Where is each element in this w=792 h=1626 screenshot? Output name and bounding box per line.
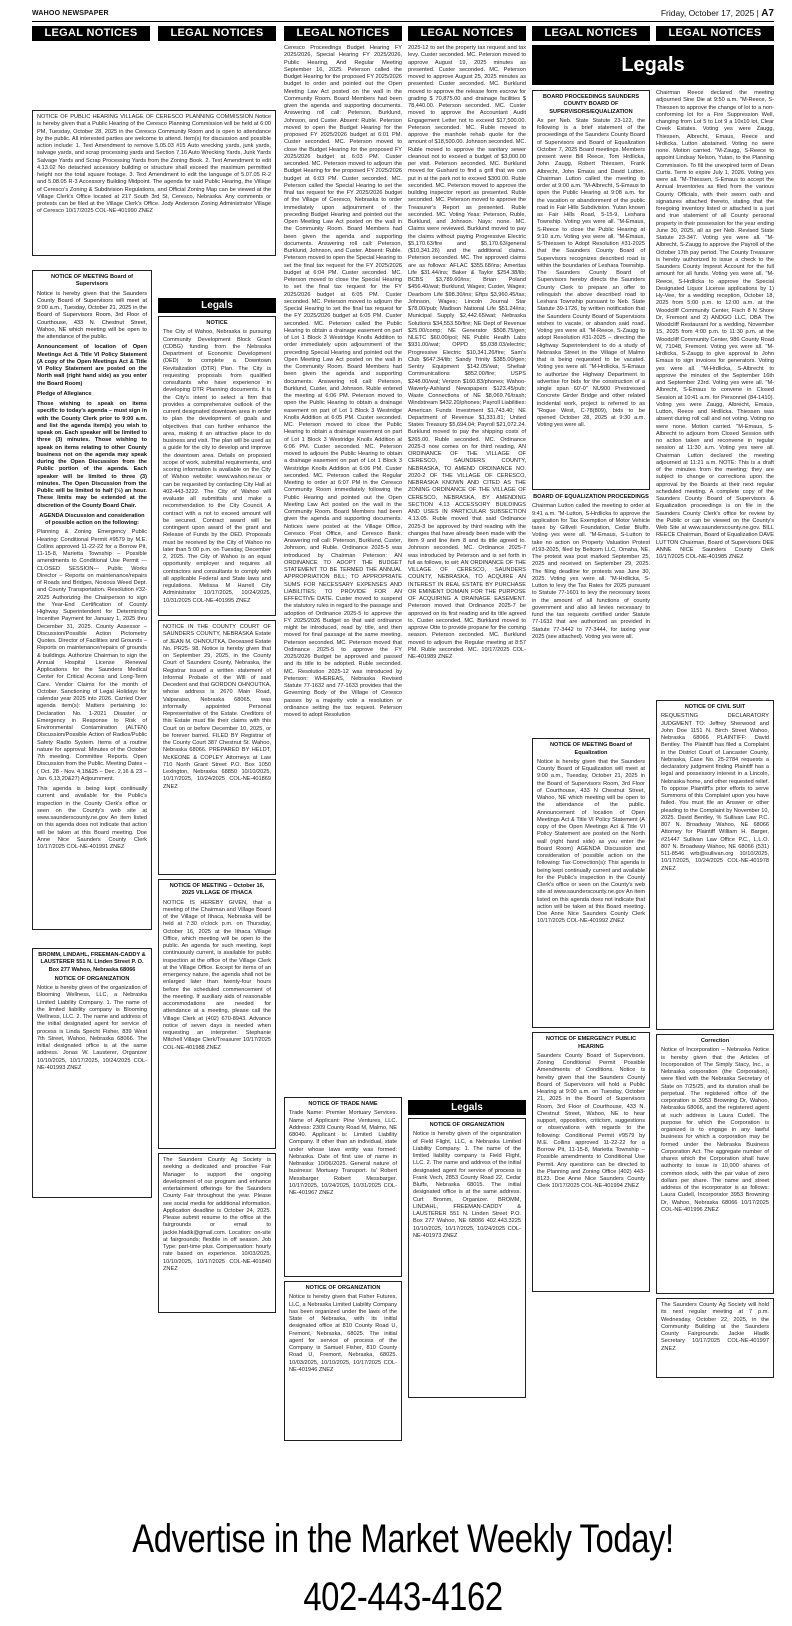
notice-organization-field-flight: NOTICE OF ORGANIZATION Notice is hereby given of the organization of Field Flight, LLC, a Nebraska Limited Liability Company. 1. The name of the limited liability company is Field Flight, LLC. 2. The name and address of the initial designated agent for service of process is Frank Vech, 2853 County Road 22, Cedar Bluffs, Nebraska 68015. The initial designated office is at the same address. Curt Bromm, Organizer. BROMM, LINDAHL, FREEMAN-CADDY & LAUSTERER 551 N. Linden Street P.O. Box 277 Wahoo, NE 68066 402.443.3225 10/10/2025, 10/17/2025, 10/24/2025 COL-NE-401973 ZNEZ: [408, 1118, 526, 1398]
notice-emergency-hearing: NOTICE OF EMERGENCY PUBLIC HEARING Saunders County Board of Supervisors. Zoning Conditional Permit Possible Amendments of Conditions. Notice is hereby given that the Saunders County Board of Supervisors will hold a Public Hearing at 9:00 a.m. on Tuesday, October 21, 2025 in the Board of Supervisors Room, 3rd Floor of Courthouse, 433 N. Chestnut Street, Wahoo, NE to hear support, opposition, criticism, suggestions or observations with regards to the following: Conditional Permit #9579 by M.E. Collins approved 11-22-22 for a Borrow Pit, 11-15-8, Marietta Township – Possible amendments to Conditional Use Permit. Any questions can be directed to the Planning and Zoning Office (402) 443-8123. Doe Anne Nice Saunders County Clerk 10/17/2025 COL-NE-401994 ZNEZ: [532, 1032, 650, 1292]
column-1: [32, 270, 152, 1500]
notice-public-hearing: NOTICE OF PUBLIC HEARING VILLAGE OF CERESCO PLANNING COMMISSION Notice is hereby given that a Public Hearing of the Ceresco Planning Commission will be held at 6:00 PM, Tuesday, October 28, 2025 in the Ceresco Community Room and is open to attendance by the public. All interested parties are welcome to attend. Item(s) for discussion and possible action include: 1. Text Amendment to remove 5.05.03 #15 Auto wrecking yards, junk yards, salvage yards, and scrap processing yards and Section 7.16 Auto Wrecking Yards, Junk Yards Salvage Yards and Scrap Processing Yards from the Zoning Book. 2. Text Amendment to edit 4.13.02 No detached accessory building or structure shall exceed the maximum permitted height nor the total square footage. 3. Text Amendment to edit the language of 5.07.05 R-2 and 5.08.05 R-3 Accessory Building Midpoint. The agenda for said Public Hearing, the Village of Ceresco's Zoning & Subdivision Regulations, and Official Zoning Map can be viewed at the Village Clerk's Office located at 217 South 3rd St, Ceresco, Nebraska. Any comments or protests can be filed at the Village Clerk's Office. Jody Anderson Zoning Administrator Village of Ceresco 10/17/2025 COL-NE-401990 ZNEZ: [32, 110, 276, 256]
board-proceedings-cont: Chairman Reece declared the meeting adjourned Sine Die at 9:50 a.m. "M-Reece, S-Thiessen to approve the change of lot to a non-conforming lot for a Fire Suppression Well, changing from Lot 5 to Lot 9 a 10x10 lot, Clear Creek Estates. Voting yes were Zaugg, Thiessen, Albrecht, Emaus, Reece and Hrdlicka. Lutton abstained. Voting no were none. Motion carried. "M-Zaugg, S-Reece to appoint Lindsay Nelson, Yutan, to the Planning Commission. To fill the unexpired term of Dean Curtis. Term to expire July 1, 2026. Voting yes were all. "M-Thiessen, S-Emaus to accept the Annual Inventories as filed from the various County Officials, with their sworn oath and signatures attached thereto, stating that the foregoing inventory listed or attached is a just and true statement of all County personal property in their possession for the year ending June 30, 2025, all as per Neb. Revised State Statute 23-347. Voting yes were all. "M-Albrecht, S-Zaugg to approve the Payroll of the October 17th pay period. The County Treasurer is hereby authorized to issue a check to the Saunders County Imprest Account for the full amount for all funds. Voting yes were all. "M-Reece, S-Hrdlicka to approve the Special Designated Liquor License applications by 1) Hy-Vee, for a wedding reception, October 18, 2025 from 5:00 p.m. to 12:00 a.m. at the Woodcliff Community Center, Fisch 8 N Shore Dr, Fremont and 2) ANDGO LLC, DBA The Woodcliff Restaurant for a wedding, November 15, 2025 from 4:00 p.m. to 11:30 p.m. at the Woodcliff Community Center, 986 County Road W, 71048, Fremont. Voting yes were all. "M-Hrdlicka, S-Zaugg to give approval to John Emaus to sign invoices for generators. Voting yes were all. "M-Hrdlicka, S-Albrecht to approve the minutes of the September 16th and September 23rd. Voting yes were all. "M-Albrecht, S-Emaus to convene in Closed Session at 10:41 a.m. for Personnel (84-1410). Voting yes were Zaugg, Albrecht, Emaus, Lutton, Reece and Hrdlicka. Thiessen was absent during roll call and not voting. Voting no were none. Motion carried. "M-Emaus, S-Albrecht to adjourn from Closed Session with no action taken and reconvene in regular session at 11:30 a.m. Voting yes were all. Chairman Lutton declared the meeting adjourned at 11:21 a.m. NOTE: This is a draft of the minutes from the meeting; they are subject to change or corrections upon the approval by the Boards at their next regular scheduled meeting. A complete copy of the Saunders County Board of Supervisors & Equalization proceedings is on file in the Saunders County Clerk's office for review by the Public or can be viewed on the County's Web Site at www.saunderscounty.ne.gov. BILL REECE Chairman, Board of Equalization DAVE LUTTON Chairman, Board of Supervisors DEE ANNE NICE Saunders County Clerk 10/17/2025 COL-NE-401985 ZNEZ: [656, 90, 774, 560]
notice-board-meeting: NOTICE OF MEETING Board of Supervisors Notice is hereby given that the Saunders County Board of Supervisors will meet at 9:00 a.m., Tuesday, October 21, 2025 in the Board of Supervisors Room, 3rd Floor of Courthouse, 433 N. Chestnut Street, Wahoo, NE which meeting will be open to the attendance of the public. Announcement of location of Open Meetings Act & Title VI Policy Statement (A copy of the Open Meetings Act & Title VI Policy Statement are posted on the North wall (right hand side) as you enter the Board Room) Pledge of Allegiance Those wishing to speak on items specific to today's agenda – must sign in with the County Clerk prior to 9:00 a.m. and list the agenda item(s) you wish to speak on. Each speaker will be limited to three (3) minutes. Those wishing to speak on items relating to other County business not on the agenda may speak during the Open Discussion from the Public portion of the agenda. Each speaker will be limited to three (3) minutes. The Open Discussion from the Public will be limited to half (½) an hour. These limits may be extended at the discretion of the County Board Chair. AGENDA Discussion and consideration of possible action on the following: Planning & Zoning Emergency Public Hearing: Conditional Permit #9579 by M.E. Collins approved 11-22-22 for a Borrow Pit, 11-15-8, Marietta Township – Possible amendments to Conditional Use Permit ---CLOSED SESSION--- Public Works Director – Reports on maintenance/repairs of Roads and Bridges, Noxious Weed Dept. and County Transportation. Resolution #32-2025 Authorizing the Chairperson to sign the Year-End Certification of County Highway Superintendent for Determining Incentive Payment for January 1, 2025 thru December 31, 2025. County Assessor – Discussion/Possible Action Pictometry Quotes. Director of Facilities and Grounds – Reports on maintenance/repairs of grounds & buildings. Authorize Chairman to sign the Annual Hospital License Renewal Applications for the Saunders Medical Center for Critical Access and Long-Term Care. Vendor Claims for the month of October. Sanctioning of Legal Holidays for calendar year 2025 into 2026. Carried Over agenda item(s): Matters pertaining to: Declaration No. 1-2021 Disaster or Emergency in Response to Risk of Environmental Contamination (ALTEN) Discussion/Possible Action of Radios/Public Safety Radio System. Items of a routine nature for approval: Minutes of the October 7th meeting. Committee Reports. Open Discussion from the Public. Meeting Dates – ( Oct. 28 - Nov. 4,18&25 – Dec. 2,16 & 23 – Jan. 6,13,20&27) Adjournment. This agenda is being kept continually current and available for the Public's inspection in the County Clerk's office or seen on the County's web site at www.saunderscounty.ne.gov An item listed on this agenda does not indicate that action will be taken at this Board meeting. Doe Anne Nice Saunders County Clerk 10/17/2025 COL-NE-401991 ZNEZ: [32, 270, 152, 930]
section-bar-3: LEGAL NOTICES: [284, 26, 402, 41]
notice-equalization-meeting: NOTICE OF MEETING Board of Equalization Notice is hereby given that the Saunders County Board of Equalization will meet at 9:00 a.m., Tuesday, October 21, 2025 in the Board of Supervisors Room, 3rd Floor of Courthouse, 433 N Chestnut Street, Wahoo, NE which meeting will be open to the attendance of the public. Announcement of location of Open Meetings Act & Title VI Policy Statement (A copy of the Open Meetings Act & Title VI Policy Statement are posted on the North wall (right hand side) as you enter the Board Room) AGENDA Discussion and consideration of possible action on the following: Tax Correction(s): This agenda is being kept continually current and available for the Public's inspection in the County Clerk's office or seen on the County's web site at www.saunderscounty.ne.gov An item listed on this agenda does not indicate that action will be taken at this Board meeting. Doe Anne Nice Saunders County Clerk 10/17/2025 COL-NE-401992 ZNEZ: [532, 738, 650, 1028]
notice-estate: NOTICE IN THE COUNTY COURT OF SAUNDERS COUNTY, NEBRASKA Estate of JEAN M. OHNOUTKA, Deceased Estate No. PR25- 98. Notice is hereby given that on September 29, 2025, in the County Court of Saunders County, Nebraska, the Registrar issued a written statement of Informal Probate of the Will of said Decedent and that GORDON OHNOUTKA, whose address is 2670 Main Road, Valparaiso, Nebraska 68065, was informally appointed Personal Representative of the Estate. Creditors of this Estate must file their claims with this Court on or before December 10, 2025, or be forever barred. FILED BY Registrar of the County Court 387 Chestnut St. Wahoo, Nebraska 68066. PREPARED BY HELDT, McKEONE & COPLEY Attorneys at Law 710 North Grant Street P.O. Box 1050 Lexington, Nebraska 68850 10/10/2025, 10/17/2025, 10/24/2025 COL-NE-401869 ZNEZ: [158, 620, 276, 875]
notice-civil-suit: NOTICE OF CIVIL SUIT REQUESTING DECLARATORY JUDGMENT TO: Jeffrey Sherwood and John Doe 1151 N. Birch Street Wahoo, Nebraska 68066 PLAINTIFF: David Bentley. The Plaintiff has filed a Complaint in the District Court of Lancaster County, Nebraska, Case No. 25-2784 requests a declaratory judgment finding Plaintiff has a legal and possessory interest in a Lincoln, Nebraska home, and other requested relief. To oppose Plaintiff's prior efforts to serve Summons of this Complaint upon you have failed. You must file an Answer or other pleading to the Complaint by November 10, 2025. David Bentley, % Sullivan Law P.C. 807 N. Broadway Wahoo, NE 68066 Attorney for Plaintiff William H. Barger, #21447 Sullivan Law Office P.C., L.L.O. 807 N. Broadway Wahoo, NE 68066 (531) 511-8546 wrb@sullivan.org 10/10/2025, 10/17/2025, 10/24/2025 COL-NE-401978 ZNEZ: [656, 700, 774, 1030]
column-2: [158, 295, 276, 1500]
notice-organization-blooming: BROMM, LINDAHL, FREEMAN-CADDY & LAUSTERER 551 N. Linden Street P. O. Box 277 Wahoo, Nebraska 68066 NOTICE OF ORGANIZATION Notice is hereby given of the organization of Blooming Wellness, LLC, a Nebraska Limited Liability Company. 1. The name of the limited liability company is Blooming Wellness, LLC. 2. The name and address of the initial designated agent for service of process is Linda Specht Fisher, 839 West 7th Street, Wahoo, Nebraska 68066. The initial designated office is at the same address. Jonas W. Lausterer, Organizer 10/10/2025, 10/17/2025, 10/24/2025 COL-NE-401993 ZNEZ: [32, 948, 152, 1198]
paper-name: WAHOO NEWSPAPER: [32, 9, 109, 17]
equalization-proceedings: Chairman Lutton called the meeting to order at 9:41 a.m. "M-Lutton, S-Hrdlicka to approve the application for Tax Exemption of Motor Vehicle taxes by Gillveli Foundation, Cedar Bluffs. Voting yes were all. "M-Emaus, S-Lutton to take no action on Property Valuation Protest #193-2025, filed by Beltcom LLC, Omaha, NE. The protest was post marked September 25, 2025 and received on September 29, 2025. The filing deadline for protests was June 30, 2025. Voting yes were all. "M-Hrdlicka, S-Lutton to levy the Tax Rates for 2025 pursuant to Statute 77-1601 to levy the necessary taxes in the amount of all functions of county government and also all levies necessary to fund the tax requests certified under Statute 77-1632 that are authorized as provided in Statute 77-3442 to 77-3444, for taxing year 2025 (see attached). Voting yes were all.: [532, 503, 650, 640]
column-5: [532, 45, 685, 1500]
legals-heading-large: Legals: [532, 45, 774, 85]
notice-village-of-ithaca: NOTICE OF MEETING – October 16, 2025 VILLAGE OF ITHACA NOTICE IS HEREBY GIVEN, that a meeting of the Chairman and Village Board of the Village of Ithaca, Nebraska will be held at 7:30 o'clock p.m. on Thursday, October 16, 2025 at the Ithaca Village Office, which meeting will be open to the public. An agenda for such meeting, kept continuously current, is available for public inspection at the office of the Village Clerk at the Village Office. Except for items of an emergency nature, the agenda shall not be enlarged later than twenty-four hours before the scheduled commencement of the meeting. If auxiliary aids of reasonable accommodations are needed for attendance at a meeting, please call the Village Clerk at (402) 670-8943. Advance notice of seven days is needed when requesting an interpreter. Stephanie Mitchell Village Clerk/Treasurer 10/17/2025 COL-NE-401988 ZNEZ: [158, 879, 276, 1149]
section-bar-4: LEGAL NOTICES: [408, 26, 526, 41]
issue-date: Friday, October 17, 2025 | A7: [660, 7, 774, 19]
section-bar-6: LEGAL NOTICES: [656, 26, 774, 41]
meeting-title: NOTICE OF MEETING Board of Supervisors: [50, 274, 134, 288]
notice-correction: Correction Notice of Incorporation – Nebraska Notice is hereby given that the Articles of Incorporation of The Simply Stacy, Inc., a Nebraska corporation (the Corporation), were filed with the Nebraska Secretary of State on 7/25/25, and its duration shall be perpetual. The registered office of the corporation is 3953 Browning Dr, Wahoo, Nebraska 68066, and the registered agent at such address is Laura Cudell. The purpose for which the Corporation is organized is to engage in any lawful business for which a corporation may be formed under the Nebraska Business Corporation Act. The aggregate number of shares which the Corporation shall have authority to issue is 10,000 shares of common stock, with the par value of zero dollars per share. The name and street address of the incorporator is as follows: Laura Cudell, Incorporator 3953 Browning Dr, Wahoo, Nebraska 68066 10/17/2025 COL-NE-401996 ZNEZ: [656, 1034, 774, 1294]
notice-organization-fisher: NOTICE OF ORGANIZATION Notice is hereby given that Fisher Futures, LLC, a Nebraska Limited Liability Company has been organized under the laws of the State of Nebraska, with its initial designated office at 810 County Road U, Fremont, Nebraska, 68025. The initial agent for service of process of the Company is Samuel Fisher, 810 County Road U, Fremont, Nebraska, 68025. 10/03/2025, 10/10/2025, 10/17/2025 COL-NE-401946 ZNEZ: [284, 1281, 402, 1441]
equalization-band: BOARD OF EQUALIZATION PROCEEDINGS: [533, 494, 649, 500]
section-bar-5: LEGAL NOTICES: [532, 26, 650, 41]
notice-ag-society-manager: The Saunders County Ag Society is seeking a dedicated and proactive Fair Manager to support the ongoing development of our program and enhance entertainment offerings for the Saunders County Fair throughout the year. Please see social media for additional information. Application deadline is October 24, 2025. Please submit resume to the office at the fairgrounds or email to jackie.hladik@gmail.com. Location: on-site at fairgrounds; flexible in off season. Job Type: part-time plus. Compensation: hourly rate based on experience. 10/03/2025, 10/10/2025, 10/17/2025 COL-NE-401840 ZNEZ: [158, 1153, 276, 1313]
advertise-banner: Advertise in the Market Weekly Today! 402-443-4162: [132, 1517, 674, 1619]
column-6: [656, 90, 774, 1500]
column-3: [284, 45, 402, 1500]
notice-city-of-wahoo: NOTICE The City of Wahoo, Nebraska is pursuing Community Development Block Grant (CDBG) funding from the Nebraska Department of Economic Development (DED) to complete a Downtown Revitalization (DTR) Plan. The City is requesting proposals from qualified consultants who have experience in developing DTR Planning documents. It is the City's intent to select a firm that provides a comprehensive outlook of the current designated downtown area in order to plan the development of goals and objectives that can further enhance the area, making it an attractive place to do business and visit. The plan will be used as a guide for the city to develop and improve the downtown area. Details on proposed scope of work, submittal requirements, and scoring information is available on the City of Wahoo website: www.wahoo.ne.us or can be requested by contacting City Hall at 402-443-3222. The City of Wahoo will evaluate all submittals and make a recommendation to the City Council. A contract with a not to exceed amount will be secured. Contract award will be contingent upon award of the grant and Release of Funds by the DED. Proposals must be received by the City of Wahoo no later than 5:00 p.m. on Tuesday, December 2, 2025. The City of Wahoo is an equal opportunity employer and requires all contractors and consultants to comply with all applicable Federal and State laws and regulations. Melissa M Harrell City Administrator 10/17/2025, 10/24/2025, 10/31/2025 COL-NE-401995 ZNEZ: [158, 316, 276, 616]
column-1-top: [32, 110, 276, 260]
section-bar-1: LEGAL NOTICES: [32, 26, 150, 41]
top-rule: [32, 21, 774, 22]
notice-trade-name: NOTICE OF TRADE NAME Trade Name: Premier Mortuary Services. Name of Applicant: Pine Ventures, LLC. Address: 2309 County Road M, Malmo, NE 68040. Applicant is: Limited Liability Company. If other than an individual, state under whose laws entity was formed: Nebraska. Date of first use of name in Nebraska: 10/06/2025. General nature of business: Mortuary Transport. /s/ Robert Messbarger Robert Messbarger. 10/17/2025, 10/24/2025, 10/31/2025 COL-NE-401967 ZNEZ: [284, 1097, 402, 1277]
legals-band-2: Legals: [408, 1100, 526, 1115]
column-4: [408, 45, 526, 1500]
section-bar-2: LEGAL NOTICES: [158, 26, 276, 41]
ceresco-proceedings-cont: 2025-12 to set the property tax request and tax levy. Custer seconded. MC. Peterson moved to approve August 19, 2025 minutes as presented. Custer seconded. MC. Peterson moved to approve August 25, 2025 minutes as presented. Custer seconded. MC. Burklund moved to approve the release form escrow for grading $ 70,875.00 and drainage facilities $ 78,440.00. Peterson seconded. MC. Custer moved to approve the Accountant Audit Engagement Letter not to exceed $17,500.00. Peterson seconded. MC. Ruble moved to approve the manhole rehab quote for the amount of $18,500.00. Johnson seconded. MC. Ruble moved to approve the sanitary sewer cleanout not to exceed a budget of $3,000.00 per visit. Peterson seconded. MC. Burklund moved for Gushard to find a grill that we can put in at the park not to exceed $300.00. Ruble seconded. MC. Peterson moved to approve the building inspector report as presented. Ruble seconded. MC. Peterson moved to approve the Treasurer's Report as presented. Ruble seconded. MC. Voting Yeas: Peterson, Ruble, Burklund, and Johnson. Nays: none. MC. Claims were reviewed. Burklund moved to pay the claims without paying Progressive Electric $5,170.63/fire and $5,170.63/general ($10,341.26) and the additional claims. Peterson seconded. MC. The approved claims are as follows: AFLAC $355.68/ins; Ameritas Life $31.44/ins; Baker & Taylor $254.38/lib; BCBS $3,789.60/ins; Brian Poland $456.40/wat; Burklund, Wages; Custer, Wages; Dearborn Life $98.30/ins; Eftps $3,960.45/tax; Johnson, Wages; Lincoln Journal Star $78.00/pub; Madison National Life $51.24/ins; Municipal Supply $2,442.65/wat; Nebraska Solutions $34,553.50/fire; NE Dept of Revenue $25.00/comp; NE Generator $508.75/gen; NLETC $60.00/pol; NE Public Health Labs $931.00/wat; OPPD $5,038.03/electric; Progressive Electric $10,341.26/fire; Sam's Club $647.34/lib; Sandy Trinity $385.00/gen; Sentry Equipment $142.05/wat; Sheltair Communications $852.00/fire; USPS $248.00/wat; Verizon $160.83/phones; Wahoo-Waverly-Ashland Newspapers $123.45/pub; Waste Connections of NE $8,069.76/trash; Windstream $432.20/phones; Payroll Liabilities: American Funds Investment $1,743.40; NE Department of Revenue $1,331.81; United States Treasury $5,694.04; Payroll $21,072.24. Burklund moved to pay the shipping costs of $265.00. Ruble seconded. MC. Ordinance 2025-3 now comes on for third reading, AN ORDINANCE OF THE VILLAGE OF CERESCO, SAUNDERS COUNTY, NEBRASKA, TO AMEND ORDINANCE NO. 2020-2 OF THE VILLAGE OF CERESCO, NEBRASKA KNOWN AND CITED AS THE ZONING ORDINANCE OF THE VILLAGE OF CERESCO, NEBRASKA, BY AMENDING SECTION 4.13 ACCESSORY BUILDINGS AND USES IN PARTICULAR SUBSECTION 4.13.05. Ruble moved that said Ordinance 2025-3 be approved by third reading with the changes that have already been made with the item 9 and line item 8 and its title agreed to. Johnson seconded. MC. Ordinance 2025-7 was introduced by Peterson and is set forth in full as follows, to wit: AN ORDINANCE OF THE VILLAGE OF CERESCO, SAUNDERS COUNTY, NEBRASKA, TO ACQUIRE AN INTEREST IN REAL ESTATE BY PURCHASE OR EMINENT DOMAIN FOR THE PURPOSE OF ACQUIRING A DRAINAGE EASEMENT. Peterson moved that Ordinance 2025-7 be approved on its first reading and its title agreed to. Custer seconded. MC. Burklund moved to approve Otte to provide propane for the coming season. Peterson seconded. MC. Burklund moved to adjourn the Regular meeting at 8:57 PM. Ruble seconded. MC. 10/17/2025 COL-NE-401989 ZNEZ: [408, 45, 526, 660]
notice-ag-society-meeting: The Saunders County Ag Society will hold its next regular meeting at 7 p.m. Wednesday, October 22, 2025, in the Community Building at the Saunders County Fairgrounds. Jackie Hladik Secretary 10/17/2025 COL-NE-401997 ZNEZ: [656, 1298, 774, 1378]
ceresco-proceedings: Ceresco Proceedings Budget Hearing FY 2025/2026, Special Hearing FY 2025/2026, Public Hearing, And Regular Meeting September 16, 2025. Peterson called the Budget Hearing for the proposed FY 2025/2026 budget to order and pointed out the Open Meeting Law Act posted on the wall in the Community Room. Board Members had been given the agenda and supporting documents. Answering roll call: Peterson, Burklund, Johnson, and Custer. Absent: Ruble. Peterson moved to open the Budget Hearing for the proposed FY 2025/2026 budget at 6:01 PM. Custer seconded. MC. Peterson moved to close the Budget Hearing for the proposed FY 2025/2026 budget at 6:03 PM. Custer seconded. MC. Peterson moved to adjourn the Budget Hearing for the proposed FY 2025/2026 budget at 6:03 PM. Custer seconded. MC. Peterson called the Special Hearing to set the final tax request for the FY 2025/2026 budget of the Village of Ceresco, Nebraska to order immediately upon adjournment of the preceding Budget Hearing and pointed out the Open Meeting Law Act posted on the wall in the Community Room. Board Members had been given the agenda and supporting documents. Answering roll call: Peterson, Burklund, Johnson, and Custer. Absent: Ruble. Peterson moved to open the Special Hearing to set the final tax request for the FY 2025/2026 budget at 6:04 PM. Custer seconded. MC. Peterson moved to close the Special Hearing to set the final tax request for the FY 2025/2026 budget at 6:05 PM. Custer seconded. MC. Peterson moved to adjourn the Special Hearing to set the final tax request for the FY 2025/2026 budget at 6:05 PM. Custer seconded. MC. Peterson called the Public Hearing to obtain a drainage easement on part of Lot 1 Block 3 Westridge Knolls Addition to order immediately upon adjournment of the preceding Special Hearing and pointed out the Open Meeting Law Act posted on the wall in the Community Room. Board Members had been given the agenda and supporting documents. Answering roll call: Peterson, Burklund, Custer, and Johnson. Ruble entered the meeting at 6:06 PM. Peterson moved to open the Public Hearing to obtain a drainage easement on part of Lot 1 Block 3 Westridge Knolls Addition at 6:05 PM. Custer seconded. MC. Peterson moved to close the Public Hearing to obtain a drainage easement on part of Lot 1 Block 3 Westridge Knolls Addition at 6:06 PM. Custer seconded. MC. Peterson moved to adjourn the Public Hearing to obtain a drainage easement on part of Lot 1 Block 3 Westridge Knolls Addition at 6:06 PM. Custer seconded. MC. Peterson called the Regular Meeting to order at 6:07 PM in the Ceresco Community Room immediately following the Public Hearing and pointed out the Open Meeting Law Act posted on the wall in the Community Room. Board Members had been given the agenda and supporting documents. Notices were posted at the Village Office, Ceresco Post Office, and Ceresco Bank. Answering roll call: Peterson, Burklund, Custer, Johnson, and Ruble. Ordinance 2025-5 was introduced by Chairman Peterson: AN ORDINANCE TO ADOPT THE BUDGET STATEMENT TO BE TERMED THE ANNUAL APPROPRIATION BILL; TO APPROPRIATE SUMS FOR NECESSARY EXPENSES AND LIABILITIES; TO PROVIDE FOR AN EFFECTIVE DATE. Custer moved to suspend the statutory rules in regard to the passage and adoption of Ordinance 2025-5 to approve the FY 2025/2026 Budget so that said ordinance might be introduced, read by title, and then moved for final passage at the same meeting. Peterson seconded. MC. Peterson moved that Ordinance 2025-5 to approve the FY 2025/2026 Budget be approved and passed and its title to be adopted. Ruble seconded. MC. Resolution 2025-12 was introduced by Peterson: WHEREAS, Nebraska Revised Statute 77-1632 and 77-1633 provides that the Governing Body of the Village of Ceresco passes by a majority vote a resolution or ordinance setting the tax request. Peterson moved to adopt Resolution: [284, 45, 402, 718]
board-proceedings: BOARD PROCEEDINGS SAUNDERS COUNTY BOARD OF SUPERVISORS/EQUALIZATION As per Neb. State Statute 23-122, the following is a brief statement of the proceedings of the Saunders County Board of Supervisors and Board of Equalization October 7, 2025 Board meetings. Members present were Bill Reece, Tom Hrdlicka, John Zaugg, Robert Thiessen, Frank Albrecht, John Emaus and David Lutton. Chairman Lutton called the meeting to order at 9:00 a.m. "M-Albrecht, S-Emaus to open the Public Hearing at 9:08 a.m. for the vacation or abandonment of the public road in Fair Hills Subdivision. Yutan known as Fair Hills Road, 5-15-9, Leshara Township. Voting yes were all. "M-Emaus, S-Reece to close the Public Hearing at 9:10 a.m. Voting yes were all. "M-Emaus, S-Thiessen to Adopt Resolution #31-2025 that the Saunders County Board of Supervisors recognizes described road is within the boundaries of Leshara Township. The Saunders County Board of Supervisors hereby directs the Saunders County Clerk to prepare an offer to relinquish the above described road to Leshara Township pursuant to Neb. State Statute 39-1726, by written notification that the Saunders County Board of Supervisors wishes to vacate, or abandon said road. Voting yes were all. "M-Reece, S-Zaugg to adopt Resolution #31-2025 – directing the Highway Superintendent to do a study of Nebraska Street in the Village of Malmo that is being requested to be vacated. Voting yes were all. "M-Hrdlicka, S-Emaus to authorize the Highway Department to advertise for bids for the construction of a single span 60'-0" NU900 Prestressed Concrete Girder Bridge and other related incidental work, project is referred to as "Rogue West, C-78(809), bids to be opened October 28, 2025 at 9:30 a.m. Voting yes were all.: [532, 90, 650, 490]
masthead: [32, 6, 774, 20]
legals-band: Legals: [158, 298, 276, 313]
